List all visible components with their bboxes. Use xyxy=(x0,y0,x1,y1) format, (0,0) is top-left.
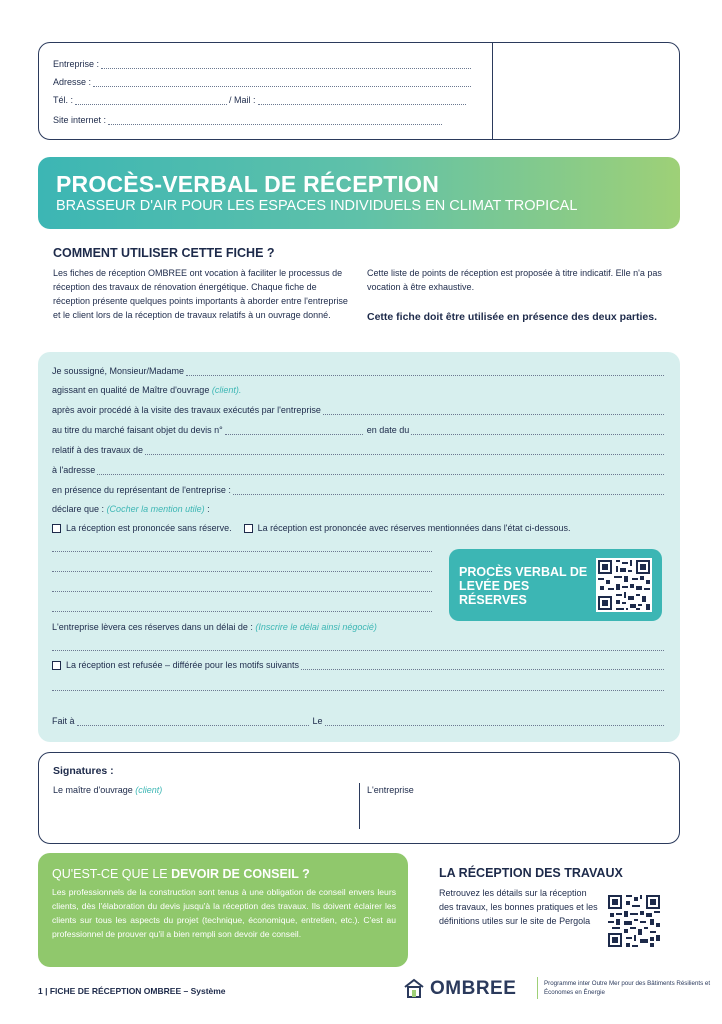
page-title: PROCÈS-VERBAL DE RÉCEPTION xyxy=(56,171,440,197)
presence-label: en présence du représentant de l'entreprise : xyxy=(52,485,231,495)
cocher-hint: (Cocher la mention utile) xyxy=(106,504,205,514)
reception-title: LA RÉCEPTION DES TRAVAUX xyxy=(439,866,623,880)
company-address-field[interactable] xyxy=(53,77,471,87)
devoir-title xyxy=(52,867,310,881)
levee-title: PROCÈS VERBAL DE LEVÉE DES RÉSERVES xyxy=(459,565,588,607)
reserves-line-3[interactable] xyxy=(52,591,432,592)
company-name-field[interactable] xyxy=(53,59,471,69)
refus-line-2[interactable] xyxy=(52,690,664,691)
devis-label: au titre du marché faisant objet du devis n° xyxy=(52,425,223,435)
delai-line-field[interactable] xyxy=(52,650,664,651)
avec-reserves-label: La réception est prononcée avec réserves mentionnées dans l'état ci-dessous. xyxy=(257,523,571,533)
qr-code-icon[interactable] xyxy=(596,558,652,612)
devoir-title-bold: DEVOIR DE CONSEIL ? xyxy=(171,867,310,881)
delai-label: L'entreprise lèvera ces réserves dans un délai de : xyxy=(52,622,253,632)
sans-reserve-label: La réception est prononcée sans réserve. xyxy=(66,523,232,533)
declare-label: déclare que : xyxy=(52,504,105,514)
adresse-field[interactable] xyxy=(52,465,664,475)
option-sans-reserve[interactable] xyxy=(52,523,571,533)
agissant-label: agissant en qualité de Maître d'ouvrage xyxy=(52,385,210,395)
howto-right-note: Cette fiche doit être utilisée en présence des deux parties. xyxy=(367,311,658,323)
reserves-line-2[interactable] xyxy=(52,571,432,572)
agissant-line xyxy=(52,385,241,395)
devis-field[interactable] xyxy=(52,425,664,435)
company-phone-field[interactable] xyxy=(53,95,466,105)
sans-reserve-checkbox[interactable] xyxy=(52,524,61,533)
company-box-divider xyxy=(492,43,493,139)
soussigne-label: Je soussigné, Monsieur/Madame xyxy=(52,366,185,376)
le-label: Le xyxy=(312,716,323,726)
reserves-line-4[interactable] xyxy=(52,611,432,612)
company-website-field[interactable] xyxy=(53,115,442,125)
howto-title: COMMENT UTILISER CETTE FICHE ? xyxy=(53,246,275,260)
maitre-label: Le maître d'ouvrage xyxy=(53,785,133,795)
signature-entreprise[interactable]: L'entreprise xyxy=(367,785,414,795)
declare-colon: : xyxy=(207,504,210,514)
refus-label: La réception est refusée – différée pour les motifs suivants xyxy=(66,660,299,670)
devoir-title-prefix: QU'EST-CE QUE LE xyxy=(52,867,168,881)
adresse-label: à l'adresse xyxy=(52,465,96,475)
delai-line xyxy=(52,622,377,632)
company-info-box xyxy=(38,42,680,140)
declare-line xyxy=(52,504,210,514)
logo-text: OMBREE xyxy=(430,978,517,999)
footer-page-label: 1 | FICHE DE RÉCEPTION OMBREE – Système xyxy=(38,986,226,996)
fait-field[interactable] xyxy=(52,716,664,726)
presence-field[interactable] xyxy=(52,485,664,495)
reception-form xyxy=(38,352,680,742)
reception-text: Retrouvez les détails sur la réception des travaux, les bonnes pratiques et les définitions utiles sur le site de Pergola xyxy=(439,888,598,926)
levee-reserves-badge[interactable] xyxy=(449,549,662,621)
company-phone-label: Tél. : xyxy=(53,95,74,105)
howto-right-text: Cette liste de points de réception est proposée à titre indicatif. Elle n'a pas vocation à être exhaustive. xyxy=(367,268,662,292)
company-website-label: Site internet : xyxy=(53,115,107,125)
devoir-text: Les professionnels de la construction sont tenus à une obligation de conseil envers leurs clients, dès l'élaboration du devis jusqu'à la réception des travaux. Ils doivent éclairer les clients sur tous les aspects du projet (technique, économique, entretien, etc.). C'est au professionnel de prouver qu'il a bien rempli son devoir de conseil. xyxy=(52,887,396,939)
page-subtitle: BRASSEUR D'AIR POUR LES ESPACES INDIVIDUELS EN CLIMAT TROPICAL xyxy=(56,198,578,214)
company-mail-label: / Mail : xyxy=(229,95,256,105)
title-banner xyxy=(38,157,680,229)
avec-reserves-checkbox[interactable] xyxy=(244,524,253,533)
reserves-line-1[interactable] xyxy=(52,551,432,552)
apres-label: après avoir procédé à la visite des travaux exécutés par l'entreprise xyxy=(52,405,321,415)
signatures-title: Signatures : xyxy=(53,765,114,777)
refus-field[interactable] xyxy=(52,660,664,670)
company-name-label: Entreprise : xyxy=(53,59,100,69)
relatif-label: relatif à des travaux de xyxy=(52,445,144,455)
program-text: Programme inter Outre Mer pour des Bâtiments Résilients et Économes en Énergie xyxy=(544,980,711,996)
apres-field[interactable] xyxy=(52,405,664,415)
pergola-qr-code-icon[interactable] xyxy=(606,893,662,949)
client-hint: (client). xyxy=(211,385,242,395)
devoir-conseil-box xyxy=(38,853,408,967)
date-label: en date du xyxy=(366,425,410,435)
signature-maitre-ouvrage[interactable] xyxy=(53,785,162,795)
maitre-client-hint: (client) xyxy=(135,785,163,795)
howto-left-text: Les fiches de réception OMBREE ont vocation à faciliter le processus de réception des travaux de rénovation énergétique. Chaque fiche de réception présente quelques points importants à aborder entre l'entreprise et le client lors de la réception de travaux relatifs à un ouvrage donné. xyxy=(53,268,348,320)
soussigne-field[interactable] xyxy=(52,366,664,376)
signatures-box xyxy=(38,752,680,844)
signature-divider xyxy=(359,783,360,829)
refus-checkbox[interactable] xyxy=(52,661,61,670)
logo-separator xyxy=(537,977,538,999)
relatif-field[interactable] xyxy=(52,445,664,455)
delai-hint: (Inscrire le délai ainsi négocié) xyxy=(255,622,377,632)
house-icon xyxy=(402,977,426,1001)
company-address-label: Adresse : xyxy=(53,77,92,87)
fait-label: Fait à xyxy=(52,716,75,726)
ombree-logo xyxy=(402,977,516,1001)
